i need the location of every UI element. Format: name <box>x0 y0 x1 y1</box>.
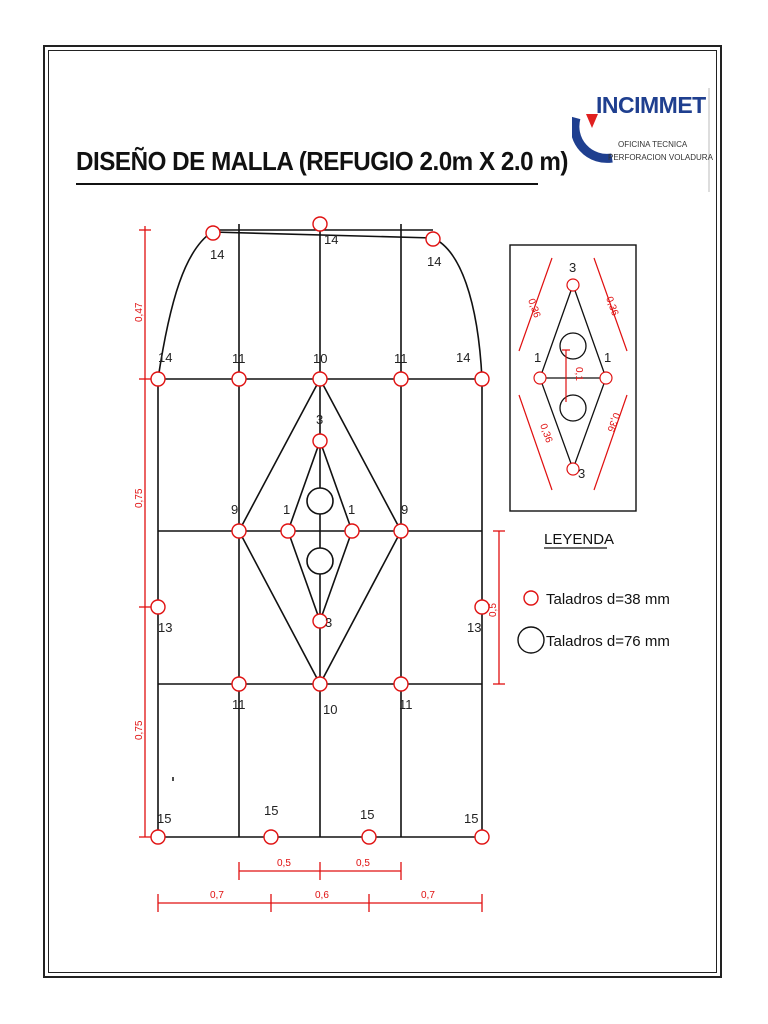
hole-label: 14 <box>210 247 225 262</box>
hole-label: 1 <box>283 502 291 517</box>
blast-hole <box>475 600 489 614</box>
hole-label: 11 <box>232 351 246 366</box>
dimension-bottom-right: 0,7 <box>421 890 435 901</box>
dimension-bottom-left: 0,7 <box>210 890 224 901</box>
hole-label: 11 <box>232 697 246 712</box>
relief-hole-top <box>307 488 333 514</box>
detail-relief-top <box>560 333 586 359</box>
hole-label: 15 <box>464 811 479 826</box>
blast-hole <box>394 524 408 538</box>
legend-large-label: Taladros d=76 mm <box>546 633 670 650</box>
dimension-bottom-mid: 0,6 <box>315 890 329 901</box>
hole-label: 15 <box>264 803 279 818</box>
detail-dim: 0,36 <box>603 295 621 318</box>
hole-label: 9 <box>401 502 409 517</box>
blast-hole <box>313 372 327 386</box>
logo-subtitle-1: OFICINA TECNICA <box>618 140 688 149</box>
logo-subtitle-2: PERFORACION VOLADURA <box>608 153 713 162</box>
blast-hole <box>232 524 246 538</box>
hole-label: 10 <box>323 702 338 717</box>
grid-lines <box>158 224 482 837</box>
dimension-labels <box>134 302 499 901</box>
hole-label: 3 <box>316 412 324 427</box>
dimension-arch: 0,47 <box>134 302 145 322</box>
hole-label: 13 <box>158 620 173 635</box>
detail-hole <box>567 279 579 291</box>
blast-hole <box>151 830 165 844</box>
dimension-lower: 0,75 <box>134 720 145 740</box>
legend-small-hole-icon <box>524 591 538 605</box>
detail-label: 3 <box>578 466 586 481</box>
blast-hole <box>151 372 165 386</box>
blast-hole <box>345 524 359 538</box>
dimension-right: 0,5 <box>488 603 499 617</box>
hole-label: 14 <box>427 254 442 269</box>
hole-label: 11 <box>394 351 408 366</box>
blast-hole <box>232 677 246 691</box>
relief-hole-bottom <box>307 548 333 574</box>
hole-label: 14 <box>158 350 173 365</box>
blast-hole <box>281 524 295 538</box>
hole-label: 14 <box>456 350 471 365</box>
blast-hole <box>362 830 376 844</box>
blast-hole <box>394 372 408 386</box>
dimension-top-left: 0,5 <box>277 858 291 869</box>
blast-hole <box>232 372 246 386</box>
legend-small-label: Taladros d=38 mm <box>546 591 670 608</box>
hole-label: 13 <box>467 620 482 635</box>
blast-hole <box>313 677 327 691</box>
hole-label: 1 <box>348 502 356 517</box>
detail-dim: 0,36 <box>604 410 622 434</box>
detail-label: 1 <box>534 350 542 365</box>
detail-hole <box>534 372 546 384</box>
hole-label: 3 <box>325 615 333 630</box>
blast-hole <box>151 600 165 614</box>
hole-label: 15 <box>157 811 172 826</box>
detail-label: 1 <box>604 350 612 365</box>
hole-label: 9 <box>231 502 239 517</box>
blast-hole <box>475 830 489 844</box>
hole-label: 10 <box>313 351 328 366</box>
detail-dim-center: 0,1 <box>573 367 584 381</box>
detail-label: 3 <box>569 260 577 275</box>
blast-hole <box>426 232 440 246</box>
page-title: DISEÑO DE MALLA (REFUGIO 2.0m X 2.0 m) <box>76 146 568 176</box>
detail-dim: 0,36 <box>537 422 555 445</box>
blast-hole <box>313 217 327 231</box>
dimension-upper: 0,75 <box>134 488 145 508</box>
legend-title: LEYENDA <box>544 531 615 548</box>
hole-label: 11 <box>399 697 413 712</box>
blast-hole <box>313 434 327 448</box>
blast-hole <box>394 677 408 691</box>
blast-hole <box>475 372 489 386</box>
blast-hole <box>206 226 220 240</box>
detail-dim-line <box>594 395 627 490</box>
legend <box>518 531 670 653</box>
hole-label: 15 <box>360 807 375 822</box>
blast-hole <box>264 830 278 844</box>
legend-large-hole-icon <box>518 627 544 653</box>
cut-detail-box <box>510 245 636 511</box>
dimension-top-right: 0,5 <box>356 858 370 869</box>
detail-relief-bottom <box>560 395 586 421</box>
detail-hole <box>600 372 612 384</box>
hole-label: 14 <box>324 232 339 247</box>
detail-dim: 0,36 <box>525 297 543 320</box>
logo-name: INCIMMET <box>596 92 706 118</box>
